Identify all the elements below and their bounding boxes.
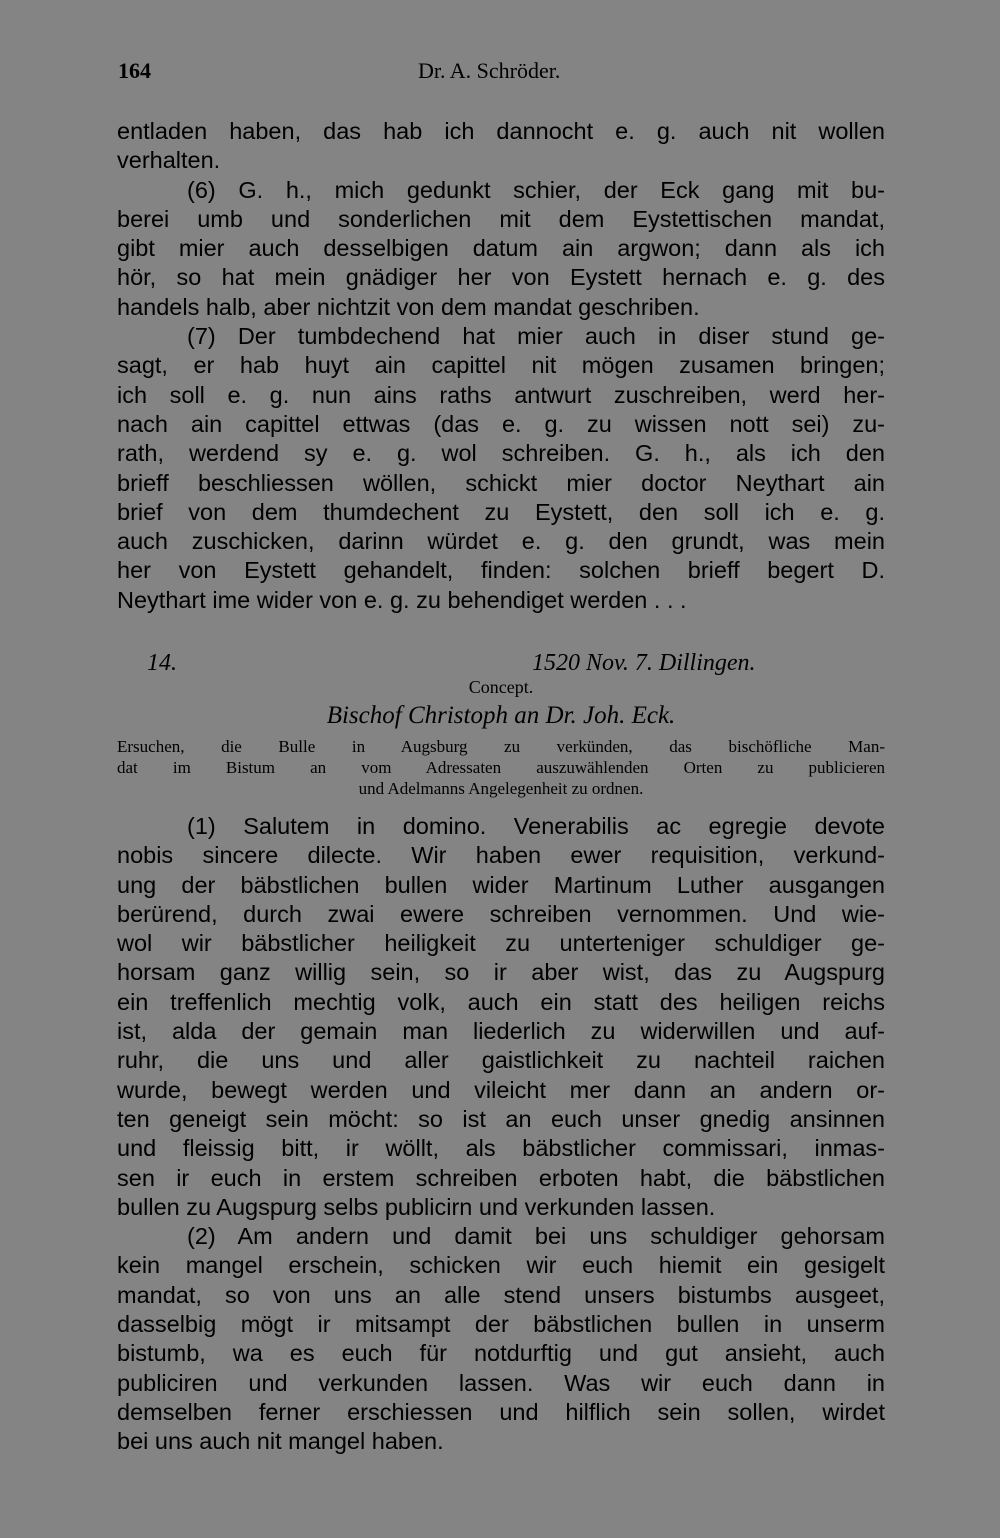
document-type: Concept.: [468, 677, 534, 697]
text-line: bei uns auch nit mangel haben.: [117, 1428, 444, 1455]
text-line: auch zuschicken, darinn würdet e. g. den grundt, was mein: [117, 528, 885, 555]
text-line: dasselbig mögt ir mitsampt der bäbstlichen bullen in unserm: [117, 1311, 885, 1338]
running-author: Dr. A. Schröder.: [418, 58, 561, 83]
text-line: bullen zu Augspurg selbs publicirn und verkunden lassen.: [117, 1193, 716, 1220]
text-line: entladen haben, das hab ich dannocht e. g. auch nit wollen: [117, 118, 885, 144]
text-line: ein treffenlich mechtig volk, auch ein statt des heiligen reichs: [117, 988, 885, 1015]
document-abstract: [117, 736, 885, 799]
text-line: gibt mier auch desselbigen datum ain argwon; dann als ich: [117, 235, 885, 262]
paragraph-continued: [117, 117, 885, 176]
text-line: ist, alda der gemain man liederlich zu widerwillen und auf-: [117, 1018, 885, 1045]
abstract-line: und Adelmanns Angelegenheit zu ordnen.: [358, 779, 644, 798]
page-number: 164: [118, 58, 151, 83]
text-line: ich soll e. g. nun ains raths antwurt zuschreiben, werd her-: [117, 381, 885, 408]
text-line: wurde, bewegt werden und vileicht mer dann an andern or-: [117, 1076, 885, 1103]
text-line: sagt, er hab huyt ain capittel nit mögen zusamen bringen;: [117, 352, 885, 379]
text-line: (2) Am andern und damit bei uns schuldiger gehorsam: [187, 1223, 885, 1250]
text-line: und fleissig bitt, ir wöllt, als bäbstlicher commissari, inmas-: [117, 1135, 885, 1162]
text-line: brief von dem thumdechent zu Eystett, den soll ich e. g.: [117, 498, 885, 525]
paragraph-2: [117, 1222, 885, 1456]
text-line: handels halb, aber nichtzit von dem mandat geschriben.: [117, 293, 700, 320]
text-line: hör, so hat mein gnädiger her von Eystett hernach e. g. des: [117, 264, 885, 291]
paragraph-1: [117, 812, 885, 1222]
paragraph-6: [117, 176, 885, 322]
text-line: nobis sincere dilecte. Wir haben ewer requisition, verkund-: [117, 842, 885, 869]
text-line: demselben ferner erschiessen und hilflich sein sollen, wirdet: [117, 1398, 885, 1425]
text-line: rath, werdend sy e. g. wol schreiben. G. h., als ich den: [117, 440, 885, 467]
document-title: Bischof Christoph an Dr. Joh. Eck.: [326, 702, 676, 729]
text-line: brieff beschliessen wöllen, schickt mier doctor Neythart ain: [117, 469, 885, 496]
text-line: kein mangel erschein, schicken wir euch hiemit ein gesigelt: [117, 1252, 885, 1279]
letter-continuation: [117, 117, 885, 615]
paragraph-7: [117, 322, 885, 615]
text-line: berei umb und sonderlichen mit dem Eystettischen mandat,: [117, 205, 885, 232]
text-line: Neythart ime wider von e. g. zu behendiget werden . . .: [117, 586, 687, 613]
text-line: publiciren und verkunden lassen. Was wir euch dann in: [117, 1369, 885, 1396]
text-line: (6) G. h., mich gedunkt schier, der Eck gang mit bu-: [187, 176, 885, 203]
text-line: mandat, so von uns an alle stend unsers bistumbs ausgeet,: [117, 1281, 885, 1308]
text-line: wol wir bäbstlicher heiligkeit zu unterteniger schuldiger ge-: [117, 930, 885, 957]
text-line: nach ain capittel ettwas (das e. g. zu wissen nott sei) zu-: [117, 410, 885, 437]
text-line: horsam ganz willig sein, so ir aber wist, das zu Augspurg: [117, 959, 885, 986]
text-line: ten geneigt sein möcht: so ist an euch unser gnedig ansinnen: [117, 1105, 885, 1132]
text-line: berürend, durch zwai ewere schreiben vernommen. Und wie-: [117, 900, 885, 927]
document-date-place: 1520 Nov. 7. Dillingen.: [532, 650, 756, 676]
text-line: her von Eystett gehandelt, finden: solchen brieff begert D.: [117, 557, 885, 584]
letter-body: [117, 812, 885, 1457]
text-line: ruhr, die uns und aller gaistlichkeit zu nachteil raichen: [117, 1047, 885, 1074]
text-line: (7) Der tumbdechend hat mier auch in diser stund ge-: [187, 323, 885, 350]
text-line: (1) Salutem in domino. Venerabilis ac egregie devote: [187, 813, 885, 839]
text-line: ung der bäbstlichen bullen wider Martinum Luther ausgangen: [117, 871, 885, 898]
text-line: verhalten.: [117, 147, 221, 174]
running-header: [118, 58, 883, 88]
text-line: bistumb, wa es euch für notdurftig und gut ansieht, auch: [117, 1340, 885, 1367]
document-number: 14.: [147, 650, 177, 676]
abstract-line: dat im Bistum an vom Adressaten auszuwählenden Orten zu publicieren: [117, 758, 885, 777]
text-line: sen ir euch in erstem schreiben erboten habt, die bäbstlichen: [117, 1164, 885, 1191]
abstract-line: Ersuchen, die Bulle in Augsburg zu verkünden, das bischöfliche Man-: [117, 737, 885, 756]
